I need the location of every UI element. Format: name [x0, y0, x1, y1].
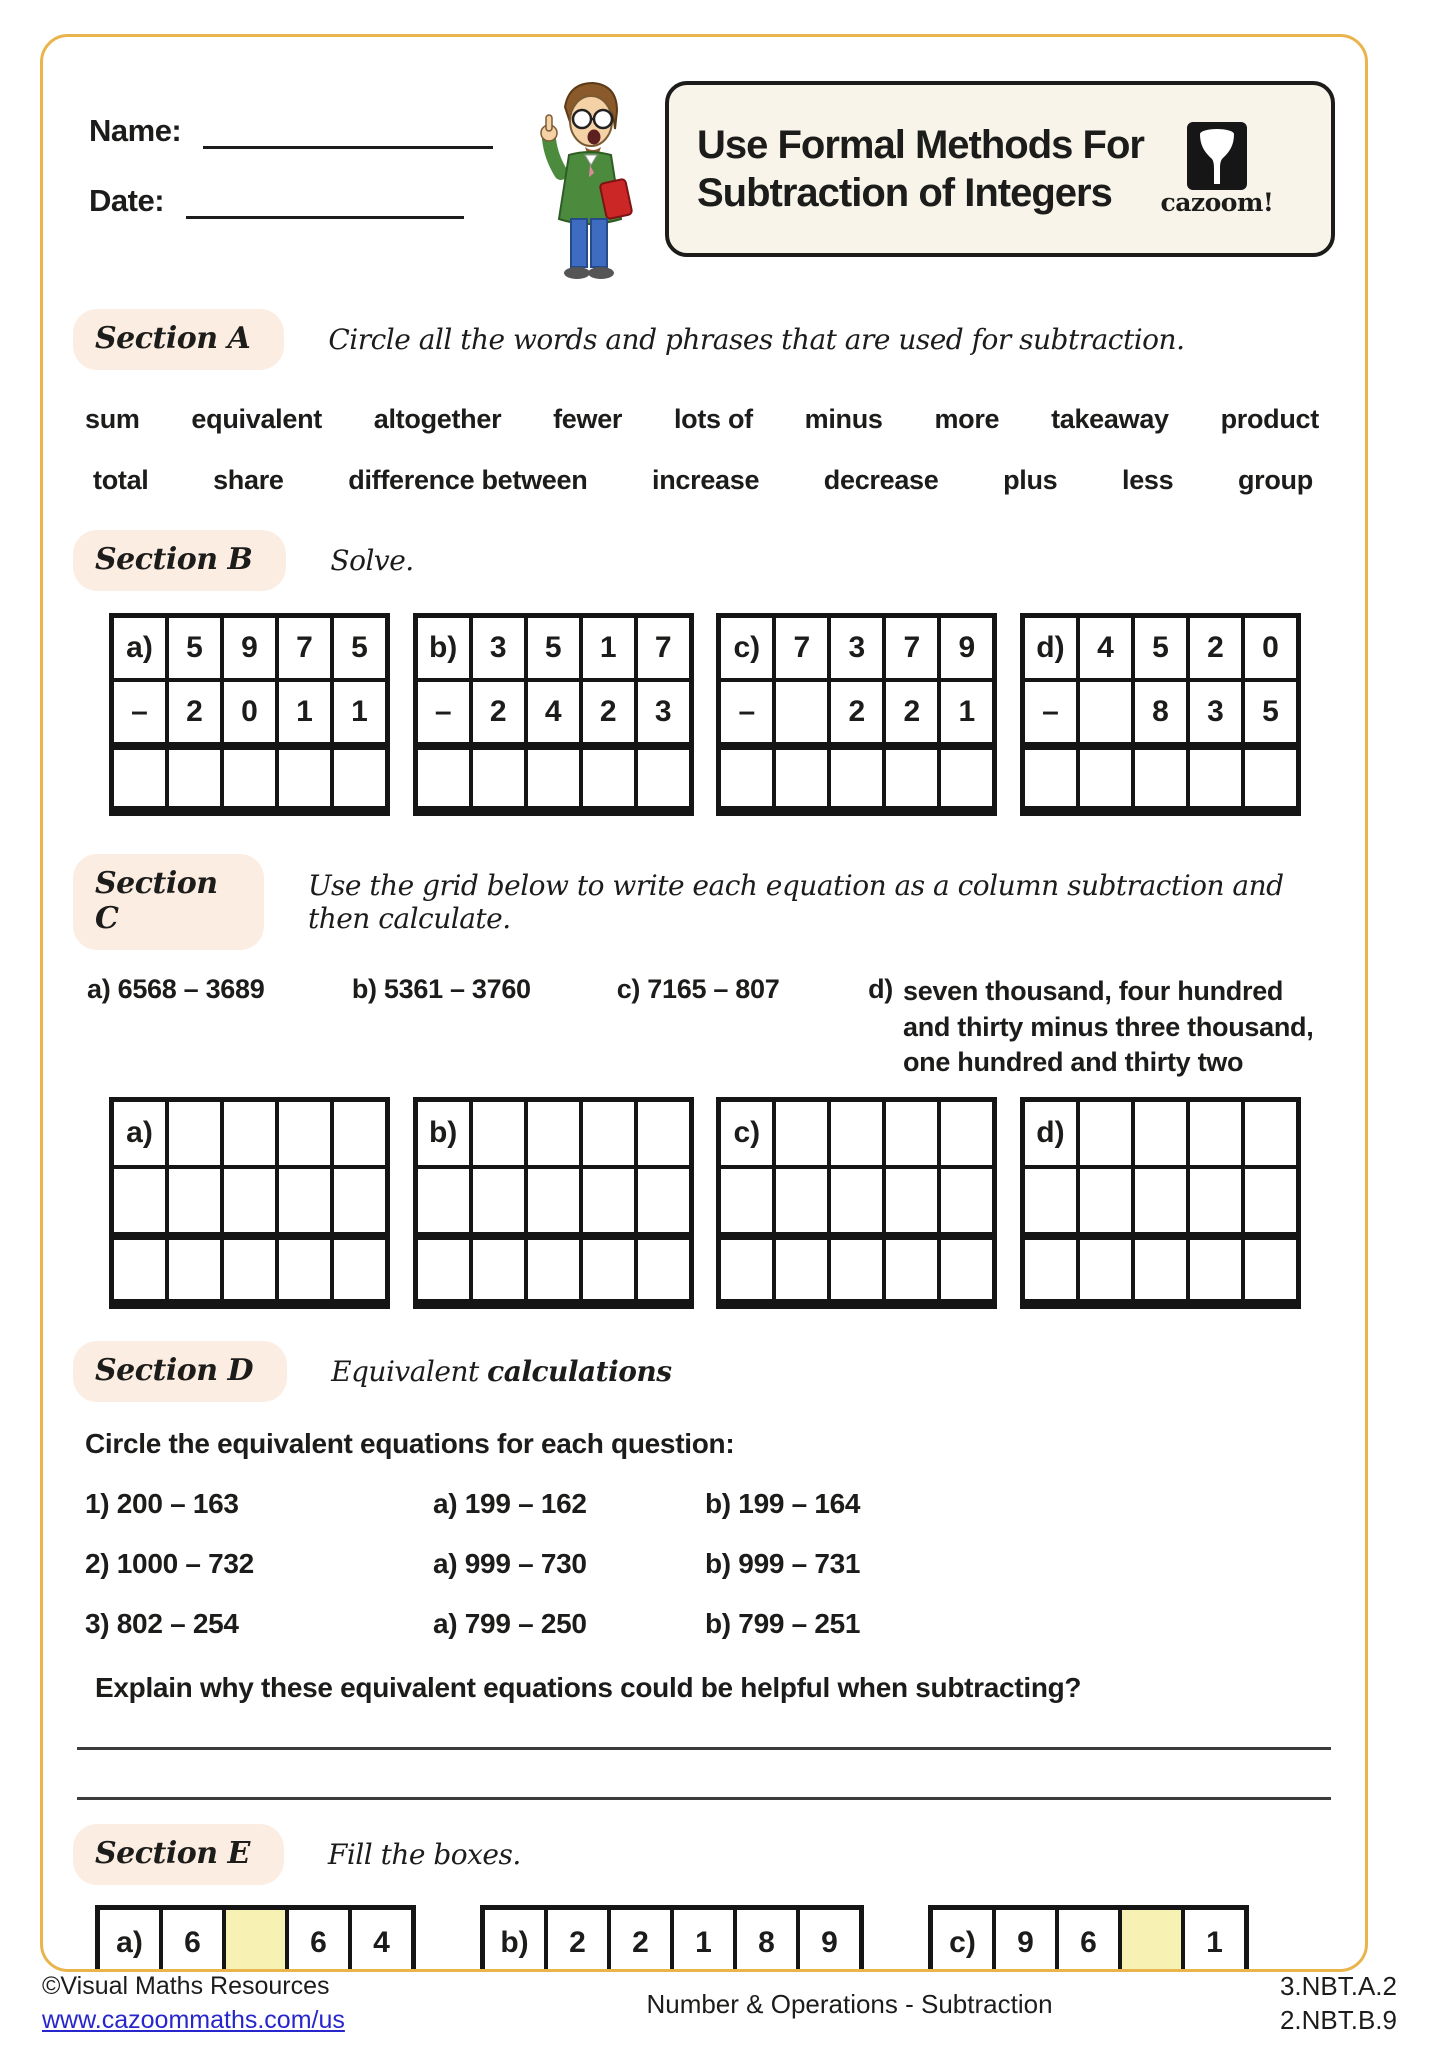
grid-cell-blank[interactable] — [719, 1234, 774, 1301]
grid-cell-blank[interactable] — [774, 1234, 829, 1301]
grid-cell: 5 — [1133, 616, 1188, 680]
grid-cell-blank[interactable] — [774, 1100, 829, 1167]
standards-codes — [1237, 1970, 1397, 2038]
grid-cell-blank[interactable] — [1243, 1234, 1298, 1301]
word-option[interactable]: minus — [804, 404, 883, 434]
grid-cell-blank[interactable] — [884, 744, 939, 808]
equation-question: 1) 200 – 163 — [85, 1487, 239, 1519]
section-c-problems — [73, 974, 1335, 1081]
grid-cell-blank[interactable] — [526, 1100, 581, 1167]
section-b-pill: Section B — [73, 530, 286, 591]
grid-cell: 0 — [222, 680, 277, 744]
grid-cell-blank[interactable] — [471, 1234, 526, 1301]
grid-cell: 5 — [1243, 680, 1298, 744]
section-d-equation-rows — [73, 1488, 1335, 1640]
grid-cell-blank[interactable] — [1133, 1234, 1188, 1301]
grid-cell: 6 — [161, 1908, 224, 1972]
word-option[interactable]: lots of — [673, 404, 753, 434]
grid-cell: – — [1023, 680, 1078, 744]
grid-cell-blank[interactable] — [636, 1100, 691, 1167]
word-option[interactable]: increase — [652, 465, 760, 495]
grid-cell-blank[interactable] — [636, 1234, 691, 1301]
cazoom-logo — [1158, 122, 1276, 217]
grid-cell: 2 — [471, 680, 526, 744]
grid-cell-blank[interactable] — [884, 1100, 939, 1167]
grid-cell: 2 — [609, 1908, 672, 1972]
equation-option-b[interactable]: b) 199 – 164 — [705, 1487, 861, 1519]
grid-cell: 2 — [1188, 616, 1243, 680]
equation-question: 2) 1000 – 732 — [85, 1547, 254, 1579]
grid-cell-blank[interactable] — [719, 1167, 774, 1234]
grid-cell-blank[interactable] — [112, 1167, 167, 1234]
grid-cell-blank[interactable] — [939, 744, 994, 808]
grid-cell-blank[interactable] — [526, 744, 581, 808]
grid-cell-blank[interactable] — [1188, 1167, 1243, 1234]
grid-cell-blank[interactable] — [829, 744, 884, 808]
grid-cell-blank[interactable] — [277, 1100, 332, 1167]
grid-cell-blank[interactable] — [774, 744, 829, 808]
standard-code: 3.NBT.A.2 — [1279, 1971, 1397, 2002]
grid-cell: 7 — [277, 616, 332, 680]
section-d-pill: Section D — [73, 1341, 287, 1402]
grid-cell-blank[interactable] — [581, 744, 636, 808]
grid-cell-blank[interactable] — [1078, 680, 1133, 744]
subtraction-grid-c-grid-d — [1020, 1097, 1301, 1309]
equation-row — [73, 1548, 1335, 1580]
grid-cell: d) — [1023, 1100, 1078, 1167]
equation-row — [73, 1608, 1335, 1640]
grid-cell-blank[interactable] — [1023, 1167, 1078, 1234]
problem-text: seven thousand, four hundred and thirty minus three thousand, one hundred and thirty two — [902, 976, 1314, 1078]
grid-cell: 7 — [636, 616, 691, 680]
word-option[interactable]: equivalent — [191, 404, 322, 434]
grid-cell: c) — [719, 1100, 774, 1167]
grid-cell: 9 — [939, 616, 994, 680]
grid-cell: a) — [112, 1100, 167, 1167]
section-d-header — [73, 1341, 1335, 1402]
grid-cell-blank[interactable] — [581, 1234, 636, 1301]
subtraction-grid-e-grid-a — [95, 1905, 416, 1972]
grid-cell: 1 — [277, 680, 332, 744]
problem-item: a) 6568 – 3689 — [87, 974, 265, 1004]
problem-item — [868, 974, 1335, 1081]
word-option[interactable]: plus — [1003, 465, 1058, 495]
grid-cell-blank[interactable] — [1023, 744, 1078, 808]
grid-cell: 6 — [287, 1908, 350, 1972]
subtraction-grid-b-grid-d — [1020, 613, 1301, 816]
grid-cell-blank[interactable] — [222, 1100, 277, 1167]
grid-cell: – — [112, 680, 167, 744]
section-c-instruction: Use the grid below to write each equation as a column subtraction and then calculate. — [307, 869, 1284, 935]
grid-cell-blank[interactable] — [1023, 1234, 1078, 1301]
grid-cell-blank[interactable] — [222, 1167, 277, 1234]
grid-cell: b) — [416, 616, 471, 680]
grid-cell-blank[interactable] — [526, 1167, 581, 1234]
grid-cell-blank[interactable] — [719, 744, 774, 808]
grid-cell-blank[interactable] — [829, 1167, 884, 1234]
grid-cell-blank[interactable] — [167, 1167, 222, 1234]
section-b-header — [73, 530, 1335, 591]
grid-cell: 3 — [1188, 680, 1243, 744]
section-c-grids — [73, 1097, 1335, 1309]
grid-cell: a) — [112, 616, 167, 680]
title-box — [665, 81, 1335, 257]
grid-cell-blank[interactable] — [1078, 1167, 1133, 1234]
grid-cell: 2 — [167, 680, 222, 744]
grid-cell-blank[interactable] — [277, 744, 332, 808]
grid-cell-blank[interactable] — [332, 1100, 387, 1167]
grid-cell-blank[interactable] — [222, 1234, 277, 1301]
grid-cell: – — [719, 680, 774, 744]
grid-cell-blank[interactable] — [1078, 1234, 1133, 1301]
page-border-frame — [40, 34, 1368, 1972]
grid-cell: 8 — [735, 1908, 798, 1972]
grid-cell-blank[interactable] — [416, 744, 471, 808]
section-c-header — [73, 854, 1335, 950]
standard-code: 2.NBT.B.9 — [1279, 2005, 1397, 2036]
grid-cell: 4 — [1078, 616, 1133, 680]
section-a-instruction: Circle all the words and phrases that are used for subtraction. — [328, 323, 1185, 356]
grid-cell-blank[interactable] — [939, 1100, 994, 1167]
grid-cell: 5 — [332, 616, 387, 680]
subtraction-grid-b-grid-a — [109, 613, 390, 816]
grid-cell: 3 — [829, 616, 884, 680]
word-option[interactable]: product — [1220, 404, 1319, 434]
page-title: Use Formal Methods For Subtraction of Integers — [697, 123, 1144, 215]
copyright-text: ©Visual Maths Resources — [42, 1972, 330, 2001]
grid-cell-blank[interactable] — [884, 1167, 939, 1234]
grid-cell-blank[interactable] — [829, 1100, 884, 1167]
grid-cell-blank[interactable] — [1133, 744, 1188, 808]
section-e-instruction: Fill the boxes. — [327, 1837, 521, 1871]
grid-cell-blank[interactable] — [774, 1167, 829, 1234]
grid-cell-blank[interactable] — [1243, 1100, 1298, 1167]
section-e-pill: Section E — [73, 1824, 284, 1885]
equation-option-b[interactable]: b) 799 – 251 — [705, 1607, 861, 1639]
grid-cell-blank[interactable] — [1133, 1100, 1188, 1167]
date-input-line[interactable] — [186, 185, 464, 219]
grid-cell: 2 — [884, 680, 939, 744]
grid-cell: 0 — [1243, 616, 1298, 680]
grid-cell-blank[interactable] — [636, 1167, 691, 1234]
grid-cell-blank[interactable] — [939, 1234, 994, 1301]
grid-cell-blank[interactable] — [636, 744, 691, 808]
grid-cell-blank[interactable] — [1188, 1100, 1243, 1167]
problem-label: d) — [868, 974, 893, 1004]
answer-line-2[interactable] — [77, 1750, 1331, 1800]
cazoom-logo-text: cazoom! — [1160, 187, 1274, 217]
problem-item: c) 7165 – 807 — [616, 974, 780, 1004]
grid-cell: b) — [483, 1908, 546, 1972]
cazoom-drum-icon — [1187, 122, 1247, 190]
grid-cell-blank[interactable] — [1078, 744, 1133, 808]
word-option[interactable]: less — [1122, 465, 1174, 495]
section-d-instruction: Equivalent calculations — [331, 1354, 672, 1388]
subtraction-words-row-1 — [73, 404, 1335, 435]
subtraction-grid-c-grid-c — [716, 1097, 997, 1309]
word-option[interactable]: fewer — [553, 404, 623, 434]
grid-cell: 1 — [581, 616, 636, 680]
grid-cell-blank[interactable] — [222, 744, 277, 808]
grid-cell-blank[interactable] — [581, 1100, 636, 1167]
grid-cell-blank[interactable] — [277, 1234, 332, 1301]
footer — [42, 1970, 1397, 2038]
grid-cell-blank[interactable] — [1188, 1234, 1243, 1301]
grid-cell: 4 — [526, 680, 581, 744]
grid-cell-blank[interactable] — [471, 1100, 526, 1167]
grid-cell-blank[interactable] — [112, 1234, 167, 1301]
grid-cell-blank[interactable] — [332, 1167, 387, 1234]
name-label: Name: — [89, 113, 182, 148]
section-a-header — [73, 309, 1335, 370]
header — [73, 75, 1335, 287]
footer-credits — [42, 1970, 462, 2038]
grid-cell-blank[interactable] — [416, 1234, 471, 1301]
grid-cell: 9 — [222, 616, 277, 680]
grid-cell-blank[interactable] — [167, 744, 222, 808]
section-e-header — [73, 1824, 1335, 1885]
grid-cell: 8 — [1133, 680, 1188, 744]
grid-cell: 5 — [526, 616, 581, 680]
grid-cell: 3 — [471, 616, 526, 680]
section-a-pill: Section A — [73, 309, 284, 370]
grid-cell: 2 — [829, 680, 884, 744]
grid-cell-blank[interactable] — [416, 1167, 471, 1234]
subtraction-grid-e-grid-b — [480, 1905, 864, 1972]
teacher-cartoon — [525, 77, 649, 287]
subtraction-grid-c-grid-b — [413, 1097, 694, 1309]
grid-cell-blank[interactable] — [1133, 1167, 1188, 1234]
grid-cell: c) — [931, 1908, 994, 1972]
grid-cell: 4 — [350, 1908, 413, 1972]
grid-cell: 2 — [546, 1908, 609, 1972]
footer-topic: Number & Operations - Subtraction — [646, 1988, 1053, 2019]
section-e-grids — [73, 1905, 1335, 1972]
grid-cell-blank[interactable] — [884, 1234, 939, 1301]
grid-cell: 3 — [636, 680, 691, 744]
grid-cell-blank[interactable] — [1243, 1167, 1298, 1234]
section-d-prompt: Circle the equivalent equations for each question: — [85, 1427, 735, 1459]
equation-row — [73, 1488, 1335, 1520]
grid-cell: – — [416, 680, 471, 744]
grid-cell: 7 — [884, 616, 939, 680]
grid-cell: 1 — [672, 1908, 735, 1972]
word-option[interactable]: decrease — [823, 465, 939, 495]
word-option[interactable]: altogether — [373, 404, 502, 434]
grid-cell-blank[interactable] — [581, 1167, 636, 1234]
grid-cell-blank[interactable] — [167, 1234, 222, 1301]
equation-option-b[interactable]: b) 999 – 731 — [705, 1547, 861, 1579]
grid-cell: 1 — [1183, 1908, 1246, 1972]
grid-cell: d) — [1023, 616, 1078, 680]
answer-line-1[interactable] — [77, 1704, 1331, 1750]
problem-item: b) 5361 – 3760 — [351, 974, 531, 1004]
grid-cell-blank[interactable] — [332, 1234, 387, 1301]
grid-cell-blank[interactable] — [471, 744, 526, 808]
grid-cell-blank[interactable] — [1188, 744, 1243, 808]
word-option[interactable]: total — [93, 465, 149, 495]
section-b-grids — [73, 613, 1335, 816]
grid-cell: a) — [98, 1908, 161, 1972]
grid-cell: c) — [719, 616, 774, 680]
word-option[interactable]: more — [934, 404, 1000, 434]
explain-prompt: Explain why these equivalent equations could be helpful when subtracting? — [95, 1671, 1082, 1703]
subtraction-grid-b-grid-c — [716, 613, 997, 816]
word-option[interactable]: share — [213, 465, 284, 495]
section-b-instruction: Solve. — [330, 544, 414, 577]
cazoom-url-link[interactable]: www.cazoommaths.com/us — [42, 2006, 345, 2035]
subtraction-grid-b-grid-b — [413, 613, 694, 816]
grid-cell-blank[interactable] — [829, 1234, 884, 1301]
grid-cell-blank[interactable] — [471, 1167, 526, 1234]
date-label: Date: — [89, 183, 165, 218]
subtraction-words-row-2 — [73, 465, 1335, 496]
grid-cell: b) — [416, 1100, 471, 1167]
grid-cell: 7 — [774, 616, 829, 680]
grid-cell-blank[interactable] — [774, 680, 829, 744]
grid-cell-blank[interactable] — [277, 1167, 332, 1234]
grid-cell: 6 — [1057, 1908, 1120, 1972]
equation-question: 3) 802 – 254 — [85, 1607, 239, 1639]
grid-cell-blank[interactable] — [939, 1167, 994, 1234]
section-c-pill: Section C — [73, 854, 264, 950]
grid-cell-blank[interactable] — [1120, 1908, 1183, 1972]
grid-cell: 9 — [798, 1908, 861, 1972]
subtraction-grid-c-grid-a — [109, 1097, 390, 1309]
grid-cell: 5 — [167, 616, 222, 680]
grid-cell-blank[interactable] — [167, 1100, 222, 1167]
grid-cell: 9 — [994, 1908, 1057, 1972]
word-option[interactable]: difference between — [348, 465, 588, 495]
subtraction-grid-e-grid-c — [928, 1905, 1249, 1972]
word-option[interactable]: takeaway — [1051, 404, 1169, 434]
grid-cell-blank[interactable] — [112, 744, 167, 808]
word-option[interactable]: sum — [85, 404, 140, 434]
equation-option-a[interactable]: a) 999 – 730 — [433, 1547, 587, 1579]
grid-cell: 1 — [939, 680, 994, 744]
grid-cell-blank[interactable] — [1243, 744, 1298, 808]
grid-cell-blank[interactable] — [224, 1908, 287, 1972]
grid-cell-blank[interactable] — [1078, 1100, 1133, 1167]
equation-option-a[interactable]: a) 199 – 162 — [433, 1487, 587, 1519]
name-input-line[interactable] — [203, 115, 493, 149]
grid-cell: 1 — [332, 680, 387, 744]
word-option[interactable]: group — [1237, 465, 1313, 495]
grid-cell: 2 — [581, 680, 636, 744]
name-date-block — [73, 75, 525, 287]
grid-cell-blank[interactable] — [526, 1234, 581, 1301]
equation-option-a[interactable]: a) 799 – 250 — [433, 1607, 587, 1639]
grid-cell-blank[interactable] — [332, 744, 387, 808]
